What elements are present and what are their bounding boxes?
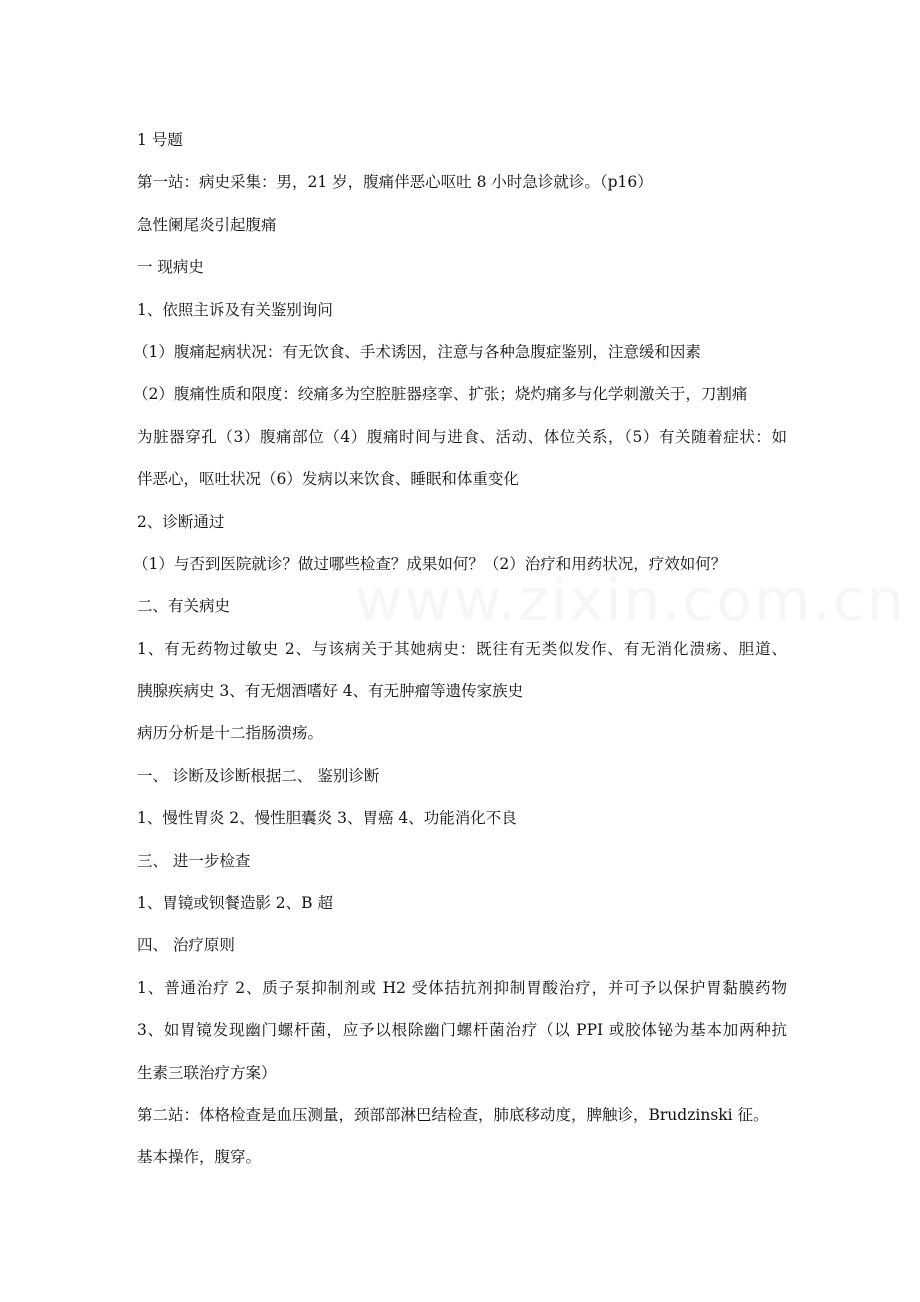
text-line: 3、如胃镜发现幽门螺杆菌，应予以根除幽门螺杆菌治疗（以 PPI 或胶体铋为基本加两种抗 — [137, 1021, 787, 1040]
section-heading: 四、 治疗原则 — [137, 936, 235, 955]
section-heading: 三、 进一步检查 — [137, 851, 251, 870]
text-line: 1、有无药物过敏史 2、与该病关于其她病史：既往有无类似发作、有无消化溃疡、胆道、 — [137, 639, 787, 658]
question-number: 1 号题 — [137, 131, 183, 149]
watermark: www.zixin.com.cn — [355, 566, 906, 634]
section-heading: 一、 诊断及诊断根据二、 鉴别诊断 — [137, 766, 380, 785]
text-line: 1、依照主诉及有关鉴别询问 — [137, 300, 333, 319]
text-line: 生素三联治疗方案） — [137, 1063, 277, 1082]
text-line: 1、慢性胃炎 2、慢性胆囊炎 3、胃癌 4、功能消化不良 — [137, 809, 517, 828]
text-line: （1）与否到医院就诊？做过哪些检查？成果如何？（2）治疗和用药状况，疗效如何？ — [133, 554, 727, 573]
text-line: 2、诊断通过 — [137, 512, 225, 531]
text-line: 病历分析是十二指肠溃疡。 — [137, 724, 324, 743]
section-heading: 一 现病史 — [137, 258, 204, 277]
diagnosis-line: 急性阑尾炎引起腹痛 — [137, 215, 277, 234]
text-line: 为脏器穿孔（3）腹痛部位（4）腹痛时间与进食、活动、体位关系，（5）有关随着症状：如 — [137, 427, 787, 446]
text-line: 胰腺疾病史 3、有无烟酒嗜好 4、有无肿瘤等遗传家族史 — [137, 682, 524, 701]
text-line: 1、普通治疗 2、质子泵抑制剂或 H2 受体拮抗剂抑制胃酸治疗，并可予以保护胃黏膜药物 — [137, 978, 787, 997]
text-line: 1、胃镜或钡餐造影 2、B 超 — [137, 894, 333, 913]
text-line: 伴恶心，呕吐状况（6）发病以来饮食、睡眠和体重变化 — [137, 470, 519, 489]
section-heading: 二、有关病史 — [137, 597, 231, 616]
station-one-heading: 第一站：病史采集：男，21 岁，腹痛伴恶心呕吐 8 小时急诊就诊。（p16） — [137, 173, 653, 192]
station-two-heading: 第二站：体格检查是血压测量，颈部部淋巴结检查，肺底移动度，脾触诊，Brudzinski 征。 — [137, 1105, 769, 1124]
document-body — [133, 119, 787, 1179]
text-line: （1）腹痛起病状况：有无饮食、手术诱因，注意与各种急腹症鉴别，注意缓和因素 — [133, 342, 701, 361]
text-line: 基本操作，腹穿。 — [137, 1148, 262, 1167]
text-line: （2）腹痛性质和限度：绞痛多为空腔脏器痉挛、扩张；烧灼痛多与化学刺激关于，刀割痛 — [133, 385, 748, 404]
